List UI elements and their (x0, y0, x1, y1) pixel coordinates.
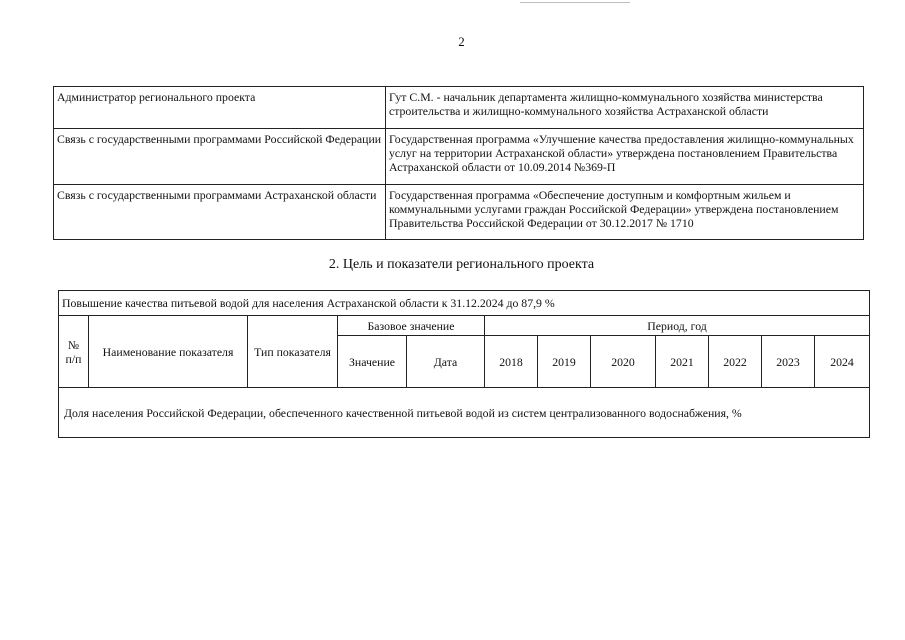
year-cell: 2021 (656, 336, 709, 388)
goal-text: Повышение качества питьевой водой для населения Астраханской области к 31.12.2024 до 87,9 % (59, 291, 870, 316)
header-base: Базовое значение (338, 316, 485, 336)
year-cell: 2019 (538, 336, 591, 388)
table-row (54, 87, 864, 129)
header-num: № п/п (59, 316, 89, 388)
goal-row (59, 291, 870, 316)
indicators-table (58, 290, 870, 438)
row-label: Администратор регионального проекта (54, 87, 386, 129)
row-value: Гут С.М. - начальник департамента жилищно-коммунального хозяйства министерства строительства и жилищно-коммунального хозяйства Астраханской области (386, 87, 864, 129)
section-title: 2. Цель и показатели регионального проекта (328, 257, 595, 272)
table-row (54, 129, 864, 185)
year-cell: 2023 (762, 336, 815, 388)
year-cell: 2022 (709, 336, 762, 388)
header-base-date: Дата (407, 336, 485, 388)
header-base-value: Значение (338, 336, 407, 388)
indicator-text: Доля населения Российской Федерации, обеспеченного качественной питьевой водой из систем централизованного водоснабжения, % (59, 388, 870, 438)
row-label: Связь с государственными программами Российской Федерации (54, 129, 386, 185)
year-cell: 2020 (591, 336, 656, 388)
project-info-table (53, 86, 864, 240)
header-name: Наименование показателя (89, 316, 248, 388)
row-value: Государственная программа «Улучшение качества предоставления жилищно-коммунальных услуг на территории Астраханской области» утверждена постановлением Правительства Астраханской области от 10.09.2014 №369-П (386, 129, 864, 185)
row-value: Государственная программа «Обеспечение доступным и комфортным жильем и коммунальными услугами граждан Российской Федерации» утверждена постановлением Правительства Российской Федерации от 30.12.2017 № 1710 (386, 185, 864, 240)
table-row (54, 185, 864, 240)
header-period: Период, год (485, 316, 870, 336)
year-cell: 2024 (815, 336, 870, 388)
indicator-row (59, 388, 870, 438)
header-type: Тип показателя (248, 316, 338, 388)
scan-line (520, 2, 630, 3)
page-number: 2 (458, 34, 465, 49)
header-row (59, 316, 870, 336)
year-cell: 2018 (485, 336, 538, 388)
row-label: Связь с государственными программами Астраханской области (54, 185, 386, 240)
